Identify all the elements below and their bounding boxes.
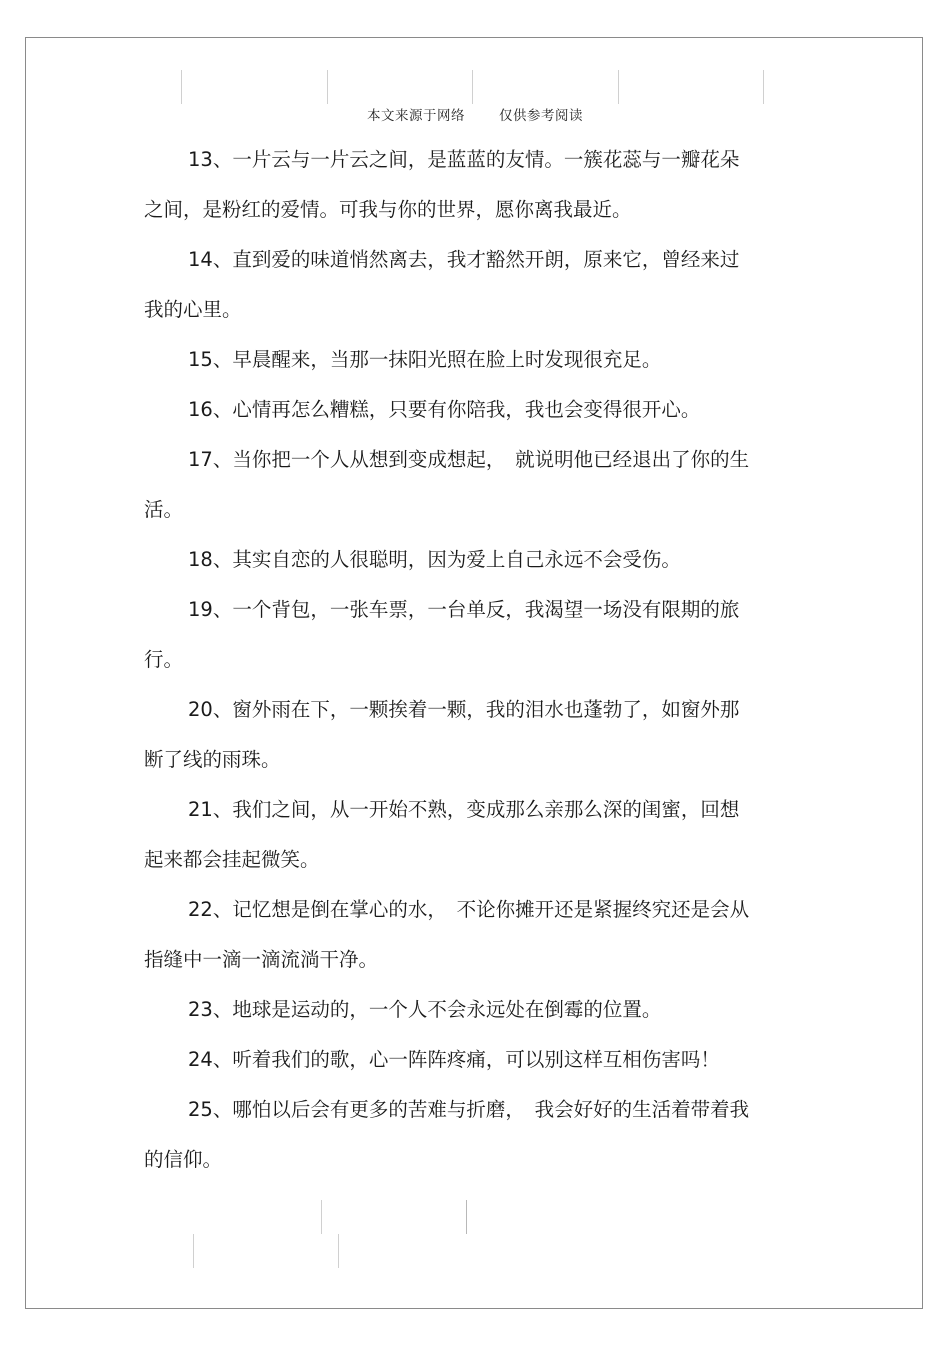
paragraph-line: 13、一片云与一片云之间，是蓝蓝的友情。一簇花蕊与一瓣花朵 bbox=[188, 148, 740, 171]
paragraph bbox=[144, 385, 794, 435]
paragraph-line: 行。 bbox=[144, 648, 184, 671]
top-tick-5 bbox=[763, 70, 764, 104]
paragraph-line: 16、心情再怎么糟糕，只要有你陪我，我也会变得很开心。 bbox=[188, 398, 701, 421]
paragraph bbox=[144, 685, 794, 785]
header-source-note: 本文来源于网络 bbox=[367, 108, 465, 124]
paragraph bbox=[144, 785, 794, 885]
bottom-tick-1 bbox=[321, 1200, 322, 1234]
paragraph-line: 20、窗外雨在下，一颗挨着一颗，我的泪水也蓬勃了，如窗外那 bbox=[188, 698, 740, 721]
bottom-tick-2 bbox=[466, 1200, 467, 1234]
paragraph-line: 24、听着我们的歌，心一阵阵疼痛，可以别这样互相伤害吗！ bbox=[188, 1048, 720, 1071]
paragraph-line: 活。 bbox=[144, 498, 184, 521]
document-body bbox=[144, 135, 794, 1185]
paragraph-line: 23、地球是运动的，一个人不会永远处在倒霉的位置。 bbox=[188, 998, 662, 1021]
paragraph-line: 的信仰。 bbox=[144, 1148, 223, 1171]
paragraph-line: 22、记忆想是倒在掌心的水， 不论你摊开还是紧握终究还是会从 bbox=[188, 898, 750, 921]
paragraph bbox=[144, 435, 794, 535]
paragraph-line: 起来都会挂起微笑。 bbox=[144, 848, 320, 871]
page-header bbox=[0, 104, 950, 124]
paragraph-line: 15、早晨醒来，当那一抹阳光照在脸上时发现很充足。 bbox=[188, 348, 662, 371]
paragraph bbox=[144, 135, 794, 235]
paragraph-line: 14、直到爱的味道悄然离去，我才豁然开朗，原来它，曾经来过 bbox=[188, 248, 740, 271]
paragraph-line: 指缝中一滴一滴流淌干净。 bbox=[144, 948, 379, 971]
paragraph bbox=[144, 1085, 794, 1185]
paragraph-line: 之间，是粉红的爱情。可我与你的世界，愿你离我最近。 bbox=[144, 198, 632, 221]
paragraph-line: 25、哪怕以后会有更多的苦难与折磨， 我会好好的生活着带着我 bbox=[188, 1098, 750, 1121]
paragraph bbox=[144, 1035, 794, 1085]
bottom-tick-4 bbox=[338, 1234, 339, 1268]
paragraph bbox=[144, 985, 794, 1035]
paragraph-line: 21、我们之间，从一开始不熟，变成那么亲那么深的闺蜜，回想 bbox=[188, 798, 740, 821]
top-tick-1 bbox=[181, 70, 182, 104]
bottom-tick-3 bbox=[193, 1234, 194, 1268]
paragraph bbox=[144, 235, 794, 335]
top-tick-4 bbox=[618, 70, 619, 104]
top-tick-2 bbox=[327, 70, 328, 104]
top-tick-3 bbox=[472, 70, 473, 104]
paragraph bbox=[144, 585, 794, 685]
paragraph-line: 我的心里。 bbox=[144, 298, 242, 321]
paragraph bbox=[144, 535, 794, 585]
paragraph bbox=[144, 335, 794, 385]
header-reference-note: 仅供参考阅读 bbox=[499, 108, 583, 124]
paragraph-line: 断了线的雨珠。 bbox=[144, 748, 281, 771]
paragraph-line: 19、一个背包，一张车票，一台单反，我渴望一场没有限期的旅 bbox=[188, 598, 740, 621]
paragraph-line: 17、当你把一个人从想到变成想起， 就说明他已经退出了你的生 bbox=[188, 448, 750, 471]
paragraph-line: 18、其实自恋的人很聪明，因为爱上自己永远不会受伤。 bbox=[188, 548, 681, 571]
paragraph bbox=[144, 885, 794, 985]
